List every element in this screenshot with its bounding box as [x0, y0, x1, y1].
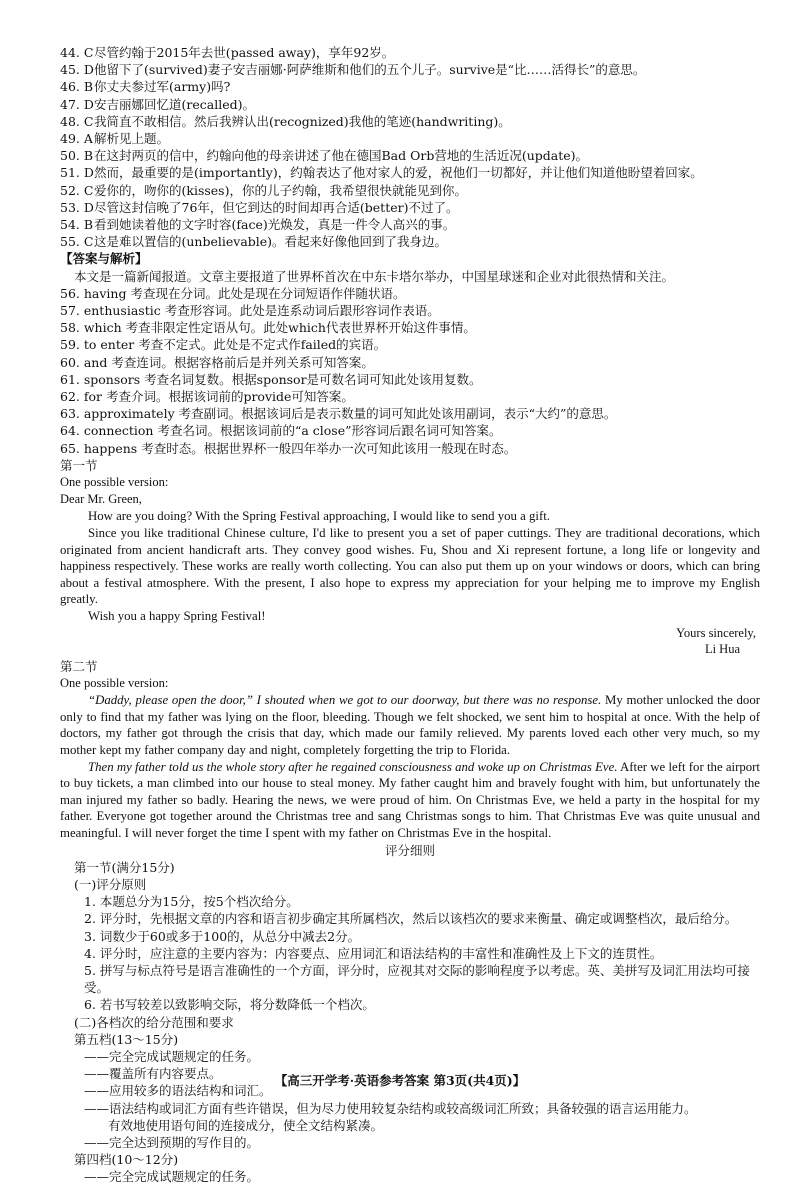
analysis-intro: 本文是一篇新闻报道。文章主要报道了世界杯首次在中东卡塔尔举办，中国星球迷和企业对此很热情和关注。 — [74, 268, 675, 284]
story-paragraph — [60, 692, 760, 758]
band-requirement: ——语法结构或词汇方面有些许错误，但为尽力使用较复杂结构或较高级词汇所致；具备较强的语言运用能力。 — [84, 1100, 697, 1116]
answer-explanation: 你丈夫参过军(army)吗? — [94, 79, 231, 95]
scoring-principle: 4. 评分时，应注意的主要内容为：内容要点、应用词汇和语法结构的丰富性和准确性及上下文的连贯性。 — [84, 945, 663, 961]
answer-explanation: 他留下了(survived)妻子安吉丽娜·阿萨维斯和他们的五个儿子。survive是“比……活得长”的意思。 — [94, 62, 646, 78]
section1-version: One possible version: — [60, 475, 169, 490]
answer-explanation: 我简直不敢相信。然后我辨认出(recognized)我他的笔迹(handwriting)。 — [94, 113, 511, 129]
answer-number: 53. D — [60, 199, 94, 215]
grammar-answer: 61. sponsors 考查名词复数。根据sponsor是可数名词可知此处该用复数。 — [60, 371, 482, 387]
answer-number: 48. C — [60, 113, 94, 129]
answer-row — [60, 78, 760, 95]
grammar-answer: 57. enthusiastic 考查形容词。此处是连系动词后跟形容词作表语。 — [60, 303, 440, 319]
band-requirement: ——覆盖所有内容要点。 — [84, 1066, 222, 1082]
answer-explanation: 安吉丽娜回忆道(recalled)。 — [94, 96, 255, 112]
answer-row — [60, 164, 760, 181]
story-paragraph — [60, 759, 760, 842]
answer-row — [60, 113, 760, 130]
scoring-principle: 1. 本题总分为15分，按5个档次给分。 — [84, 894, 299, 910]
scoring-principle: 5. 拼写与标点符号是语言准确性的一个方面，评分时，应视其对交际的影响程度予以考虑。英、美拼写及词汇用法均可接受。 — [84, 963, 750, 996]
story-text: After we left for the airport to buy tickets, a man climbed into our house to steal money. My father caught him and bravely fought with him, but unfortunately the man injured my father so badly. Hearing the news, we were proud of him. On Christmas Eve, we held a party in the hospital for my father. Everyone got together around the Christmas tree and sang Christmas songs to him. That Christmas Eve was quite unusual and meaningful. I will never forget the time I spent with my father on Christmas Eve in the hospital. — [60, 759, 760, 840]
story-text: My mother unlocked the door only to find that my father was lying on the floor, bleeding. Though we felt shocked, we sent him to hospital at once. With the help of doctors, my father got through the crisis that day, which made our family relieved. My parents loved each other very much, so my mother kept my father company day and night, completely forgetting the trip to Florida. — [60, 693, 760, 758]
answer-row — [60, 233, 760, 250]
grammar-answer: 56. having 考查现在分词。此处是现在分词短语作伴随状语。 — [60, 285, 406, 301]
story-opening-sentence: Then my father told us the whole story after he regained consciousness and woke up on Christmas Eve. — [88, 759, 618, 774]
scoring-principle: 3. 词数少于60或多于100的，从总分中减去2分。 — [84, 928, 361, 944]
principles-title: (一)评分原则 — [74, 876, 147, 892]
answer-number: 47. D — [60, 96, 94, 112]
grammar-answer: 62. for 考查介词。根据该词前的provide可知答案。 — [60, 389, 354, 405]
section1-title: 第一节 — [60, 457, 98, 473]
answer-row — [60, 216, 760, 233]
scoring-section-title: 第一节(满分15分) — [74, 859, 175, 875]
analysis-heading: 【答案与解析】 — [60, 251, 148, 267]
story-opening-sentence: “Daddy, please open the door,” I shouted when we got to our doorway, but there was no response. — [88, 693, 602, 708]
section2-version: One possible version: — [60, 676, 169, 691]
grammar-answer: 59. to enter 考查不定式。此处是不定式作failed的宾语。 — [60, 337, 387, 353]
scoring-principle: 6. 若书写较差以致影响交际，将分数降低一个档次。 — [84, 997, 375, 1013]
answer-number: 51. D — [60, 165, 94, 181]
scoring-title: 评分细则 — [384, 842, 435, 858]
grammar-answer: 63. approximately 考查副词。根据该词后是表示数量的词可知此处该用副词，表示“大约”的意思。 — [60, 406, 617, 422]
answer-explanation: 看到她读着他的文字时容(face)光焕发，真是一件令人高兴的事。 — [94, 217, 456, 233]
answer-explanation: 尽管约翰于2015年去世(passed away)，享年92岁。 — [94, 45, 395, 60]
answer-number: 52. C — [60, 182, 94, 198]
answer-explanation: 解析见上题。 — [94, 131, 170, 147]
letter-signature: Li Hua — [704, 642, 740, 657]
grammar-answer: 64. connection 考查名词。根据该词前的“a close”形容词后跟名词可知答案。 — [60, 423, 502, 439]
answer-number: 54. B — [60, 217, 94, 233]
section2-title: 第二节 — [60, 658, 98, 674]
scoring-principle: 2. 评分时，先根据文章的内容和语言初步确定其所属档次，然后以该档次的要求来衡量、确定或调整档次，最后给分。 — [84, 911, 738, 927]
answer-number: 46. B — [60, 79, 94, 95]
answer-number: 55. C — [60, 234, 94, 250]
answer-row — [60, 199, 760, 216]
letter-paragraph: Wish you a happy Spring Festival! — [88, 609, 266, 624]
answer-explanation: 爱你的，吻你的(kisses)，你的儿子约翰，我希望很快就能见到你。 — [94, 182, 467, 198]
band4-title: 第四档(10～12分) — [74, 1152, 179, 1168]
cloze-answers — [60, 44, 760, 250]
answer-explanation: 在这封两页的信中，约翰向他的母亲讲述了他在德国Bad Orb营地的生活近况(update)。 — [94, 148, 589, 164]
answer-row — [60, 147, 760, 164]
band-requirement: ——完全达到预期的写作目的。 — [84, 1135, 260, 1151]
letter-salutation: Dear Mr. Green, — [60, 492, 142, 507]
ranges-title: (二)各档次的给分范围和要求 — [74, 1014, 234, 1030]
answer-row — [60, 44, 760, 61]
band5-title: 第五档(13～15分) — [74, 1031, 179, 1047]
answer-number: 45. D — [60, 62, 94, 78]
grammar-answers — [60, 285, 760, 457]
answer-page — [60, 44, 760, 1186]
answer-explanation: 尽管这封信晚了76年，但它到达的时间却再合适(better)不过了。 — [94, 199, 459, 215]
grammar-answer: 65. happens 考查时态。根据世界杯一般四年举办一次可知此该用一般现在时态。 — [60, 440, 517, 456]
letter-closing: Yours sincerely, — [676, 625, 756, 640]
band-requirement: ——完全完成试题规定的任务。 — [84, 1169, 260, 1185]
answer-row — [60, 130, 760, 147]
answer-number: 49. A — [60, 131, 93, 147]
answer-number: 50. B — [60, 148, 94, 164]
grammar-answer: 58. which 考查非限定性定语从句。此处which代表世界杯开始这件事情。 — [60, 320, 476, 336]
answer-explanation: 这是难以置信的(unbelievable)。看起来好像他回到了我身边。 — [94, 234, 448, 250]
band-requirement: 有效地使用语句间的连接成分，使全文结构紧凑。 — [108, 1117, 384, 1133]
answer-row — [60, 182, 760, 199]
grammar-answer: 60. and 考查连词。根据容格前后是并列关系可知答案。 — [60, 354, 374, 370]
band-requirement: ——应用较多的语法结构和词汇。 — [84, 1083, 272, 1099]
letter-paragraph: How are you doing? With the Spring Festival approaching, I would like to send you a gift. — [88, 509, 550, 524]
answer-row — [60, 96, 760, 113]
page-footer: 【高三开学考·英语参考答案 第3页(共4页)】 — [274, 1073, 526, 1088]
answer-row — [60, 61, 760, 78]
letter-paragraph: Since you like traditional Chinese culture, I'd like to present you a set of paper cuttings. They are traditional decorations, which originated from ancient handicraft arts. They convey good wishes. Fu, Shou and Xi represent fortune, a long life or longevity and happiness respectively. These works are really worth collecting. You can also put them up on your windows or doors, which can bring about a festival atmosphere. With the present, I also hope to express my appreciation for your helping me to improve my English greatly. — [60, 526, 760, 607]
answer-number: 44. C — [60, 45, 94, 60]
answer-explanation: 然而，最重要的是(importantly)，约翰表达了他对家人的爱，祝他们一切都好，并让他们知道他盼望着回家。 — [94, 165, 703, 181]
band-requirement: ——完全完成试题规定的任务。 — [84, 1049, 260, 1065]
